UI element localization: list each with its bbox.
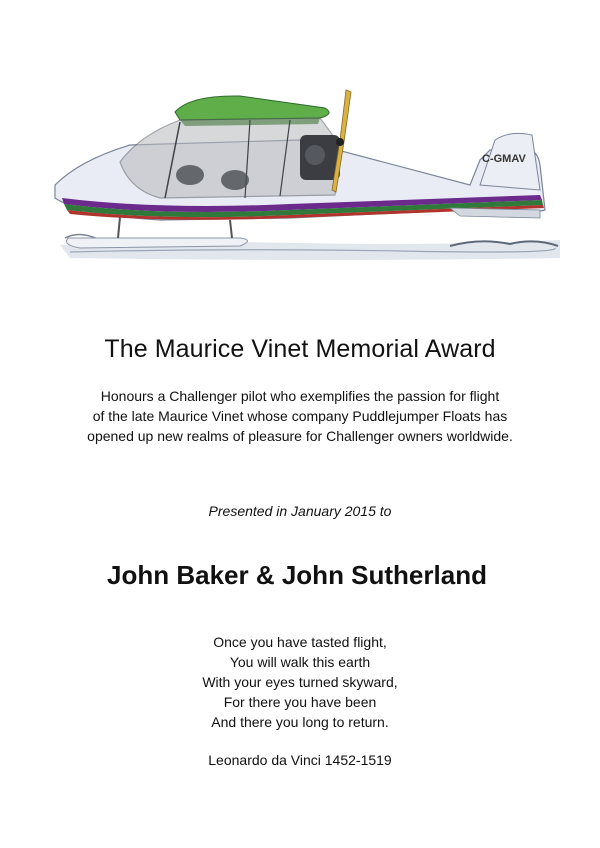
award-title: The Maurice Vinet Memorial Award <box>104 335 496 363</box>
description-line: opened up new realms of pleasure for Challenger owners worldwide. <box>87 428 513 444</box>
recipient-names: John Baker & John Sutherland <box>107 560 487 590</box>
seaplane-illustration <box>40 80 565 270</box>
poem-line: You will walk this earth <box>229 654 371 670</box>
pontoon-floats <box>67 217 248 248</box>
poem-line: For there you have been <box>223 694 377 710</box>
poem-line: With your eyes turned skyward, <box>202 674 398 690</box>
poem-line: Once you have tasted flight, <box>213 634 387 650</box>
poem <box>0 632 600 732</box>
poem-line: And there you long to return. <box>211 714 389 730</box>
registration-mark: C-GMAV <box>482 153 526 165</box>
presented-to-text: Presented in January 2015 to <box>208 503 392 519</box>
description-line: Honours a Challenger pilot who exemplifies the passion for flight <box>100 388 500 404</box>
award-description <box>60 386 540 446</box>
poem-attribution: Leonardo da Vinci 1452-1519 <box>208 752 392 768</box>
description-line: of the late Maurice Vinet whose company Puddlejumper Floats has <box>92 408 508 424</box>
